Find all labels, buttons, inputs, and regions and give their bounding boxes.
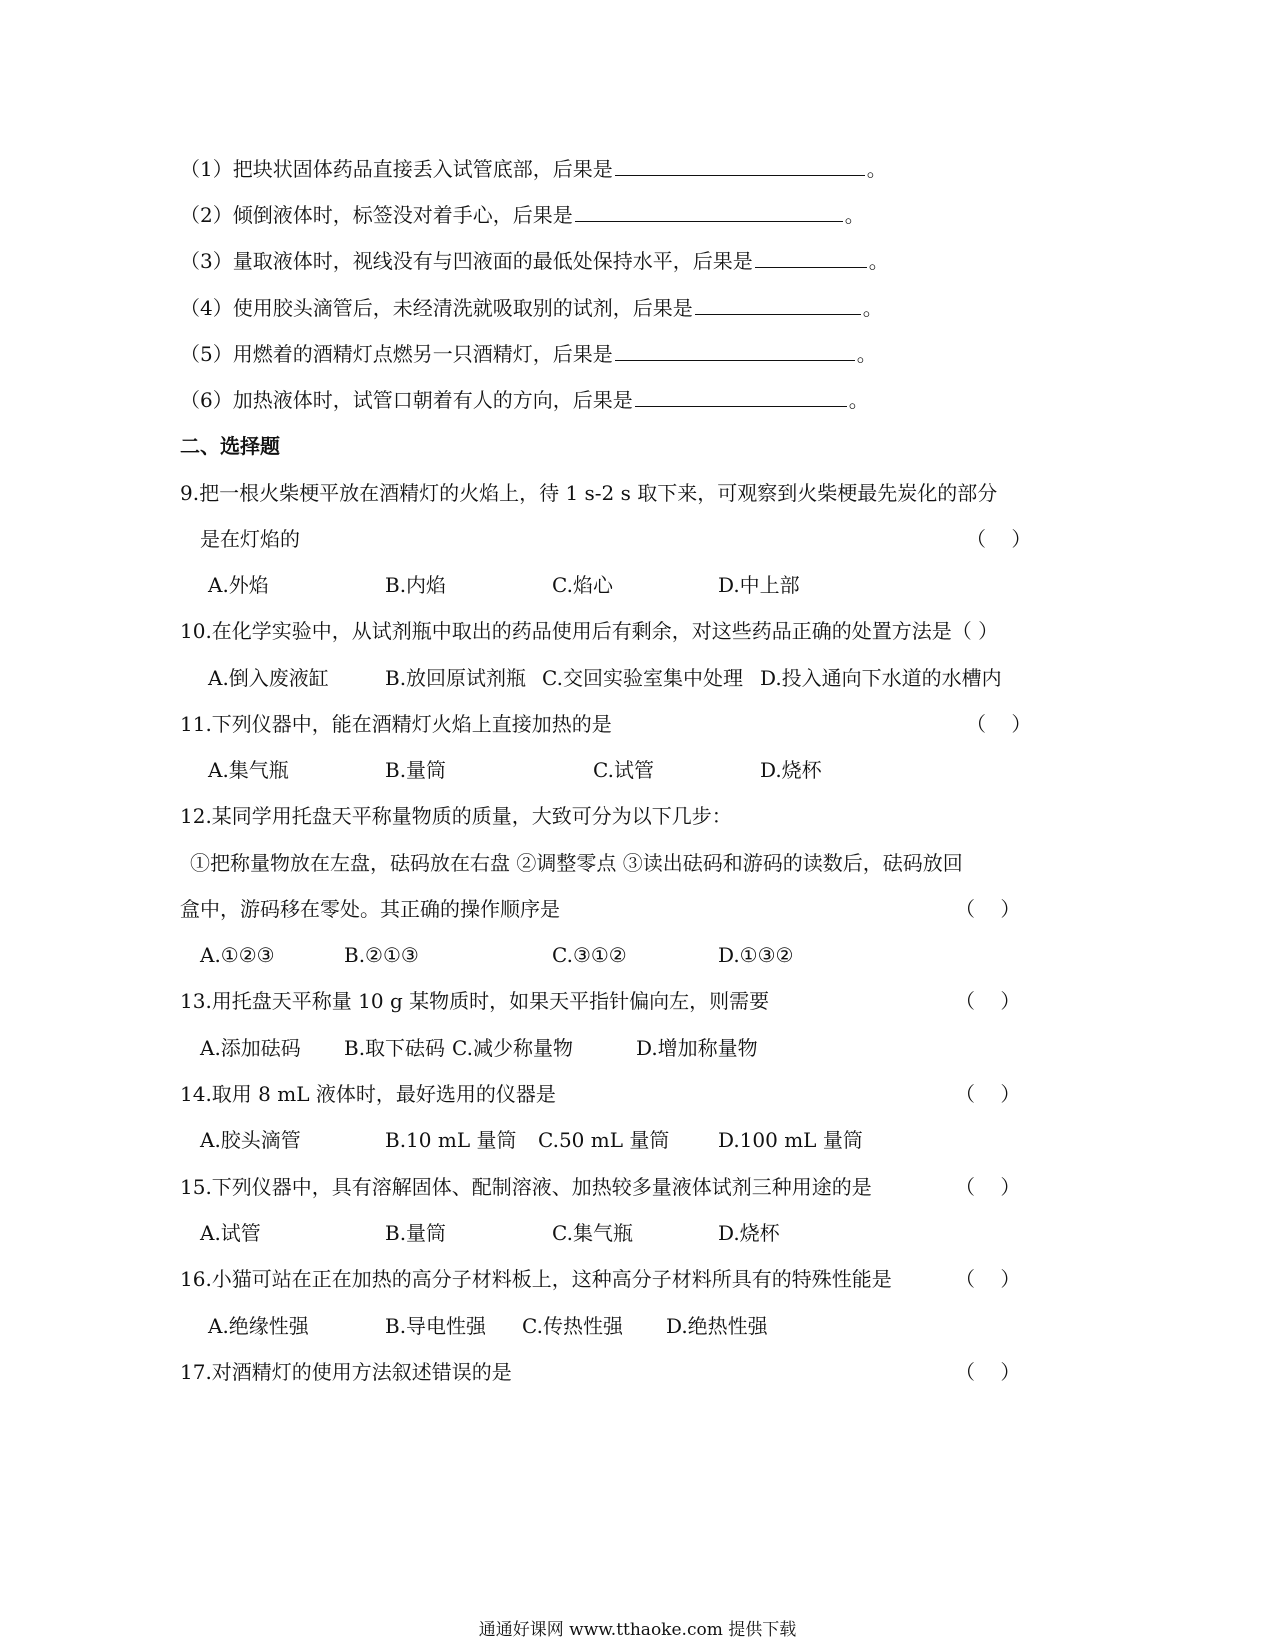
question-11-line-1: 11.下列仪器中，能在酒精灯火焰上直接加热的是 (180, 712, 612, 736)
option-d[interactable]: D.中上部 (718, 573, 800, 597)
option-c[interactable]: C.50 mL 量筒 (538, 1128, 670, 1152)
answer-blank[interactable] (635, 386, 847, 407)
answer-parentheses[interactable]: （ ） (966, 527, 1032, 551)
option-c[interactable]: C.传热性强 (522, 1314, 623, 1338)
fill-in-text: （5）用燃着的酒精灯点燃另一只酒精灯，后果是 (180, 342, 613, 366)
option-d[interactable]: D.绝热性强 (666, 1314, 768, 1338)
fill-in-item-2: （2）倾倒液体时，标签没对着手心，后果是 。 (180, 203, 865, 227)
fill-in-text: （1）把块状固体药品直接丢入试管底部，后果是 (180, 157, 613, 181)
fill-in-item-1: （1）把块状固体药品直接丢入试管底部，后果是 。 (180, 157, 887, 181)
fill-in-item-6: （6）加热液体时，试管口朝着有人的方向，后果是 。 (180, 388, 869, 412)
option-a[interactable]: A.①②③ (200, 943, 275, 967)
option-a[interactable]: A.倒入废液缸 (208, 666, 329, 690)
answer-parentheses[interactable]: （ ） (966, 712, 1032, 736)
option-b[interactable]: B.放回原试剂瓶 (385, 666, 527, 690)
fill-in-text: （3）量取液体时，视线没有与凹液面的最低处保持水平，后果是 (180, 249, 753, 273)
answer-blank[interactable] (615, 340, 855, 361)
option-d[interactable]: D.烧杯 (760, 758, 822, 782)
fill-in-item-5: （5）用燃着的酒精灯点燃另一只酒精灯，后果是 。 (180, 342, 877, 366)
option-d[interactable]: D.100 mL 量筒 (718, 1128, 863, 1152)
option-a[interactable]: A.外焰 (208, 573, 269, 597)
answer-parentheses[interactable]: （ ） (955, 1360, 1021, 1384)
option-a[interactable]: A.集气瓶 (208, 758, 289, 782)
option-c[interactable]: C.集气瓶 (552, 1221, 633, 1245)
option-b[interactable]: B.②①③ (344, 943, 419, 967)
option-d[interactable]: D.①③② (718, 943, 794, 967)
answer-blank[interactable] (575, 201, 843, 222)
question-17-line-1: 17.对酒精灯的使用方法叙述错误的是 (180, 1360, 512, 1384)
option-a[interactable]: A.试管 (200, 1221, 261, 1245)
question-10-line-1: 10.在化学实验中，从试剂瓶中取出的药品使用后有剩余，对这些药品正确的处置方法是（ ） (180, 619, 999, 643)
answer-parentheses[interactable]: （ ） (955, 989, 1021, 1013)
option-d[interactable]: D.投入通向下水道的水槽内 (760, 666, 1002, 690)
answer-parentheses[interactable]: （ ） (955, 1082, 1021, 1106)
question-12-line-3: 盒中，游码移在零处。其正确的操作顺序是 (180, 897, 560, 921)
question-13-line-1: 13.用托盘天平称量 10 g 某物质时，如果天平指针偏向左，则需要 (180, 989, 770, 1013)
option-c[interactable]: C.焰心 (552, 573, 613, 597)
option-b[interactable]: B.内焰 (385, 573, 447, 597)
fill-in-text: （4）使用胶头滴管后，未经清洗就吸取别的试剂，后果是 (180, 296, 693, 320)
option-b[interactable]: B.取下砝码 (344, 1036, 446, 1060)
option-d[interactable]: D.烧杯 (718, 1221, 780, 1245)
fill-in-item-3: （3）量取液体时，视线没有与凹液面的最低处保持水平，后果是 。 (180, 249, 889, 273)
option-c[interactable]: C.③①② (552, 943, 627, 967)
option-b[interactable]: B.10 mL 量筒 (385, 1128, 517, 1152)
option-d[interactable]: D.增加称量物 (636, 1036, 758, 1060)
option-a[interactable]: A.绝缘性强 (208, 1314, 309, 1338)
question-16-line-1: 16.小猫可站在正在加热的高分子材料板上，这种高分子材料所具有的特殊性能是 (180, 1267, 892, 1291)
answer-blank[interactable] (615, 155, 865, 176)
question-14-line-1: 14.取用 8 mL 液体时，最好选用的仪器是 (180, 1082, 556, 1106)
fill-in-item-4: （4）使用胶头滴管后，未经清洗就吸取别的试剂，后果是 。 (180, 296, 883, 320)
question-12-line-1: 12.某同学用托盘天平称量物质的质量，大致可分为以下几步： (180, 804, 732, 828)
fill-in-text: （2）倾倒液体时，标签没对着手心，后果是 (180, 203, 573, 227)
option-a[interactable]: A.胶头滴管 (200, 1128, 301, 1152)
answer-parentheses[interactable]: （ ） (955, 1267, 1021, 1291)
answer-blank[interactable] (695, 294, 861, 315)
option-b[interactable]: B.导电性强 (385, 1314, 487, 1338)
option-c[interactable]: C.减少称量物 (452, 1036, 573, 1060)
question-9-line-1: 9.把一根火柴梗平放在酒精灯的火焰上，待 1 s-2 s 取下来，可观察到火柴梗最先炭化的部分 (180, 481, 998, 505)
fill-in-text: （6）加热液体时，试管口朝着有人的方向，后果是 (180, 388, 633, 412)
option-a[interactable]: A.添加砝码 (200, 1036, 301, 1060)
question-15-line-1: 15.下列仪器中，具有溶解固体、配制溶液、加热较多量液体试剂三种用途的是 (180, 1175, 872, 1199)
question-12-line-2: ①把称量物放在左盘，砝码放在右盘 ②调整零点 ③读出砝码和游码的读数后，砝码放回 (190, 851, 963, 875)
page-footer: 通通好课网 www.tthaoke.com 提供下载 (478, 1620, 797, 1640)
answer-parentheses[interactable]: （ ） (955, 897, 1021, 921)
option-b[interactable]: B.量筒 (385, 758, 447, 782)
section-title: 二、选择题 (180, 434, 280, 458)
question-9-line-2: 是在灯焰的 (200, 527, 300, 551)
option-c[interactable]: C.交回实验室集中处理 (542, 666, 743, 690)
answer-blank[interactable] (755, 247, 867, 268)
option-c[interactable]: C.试管 (593, 758, 654, 782)
answer-parentheses[interactable]: （ ） (955, 1175, 1021, 1199)
option-b[interactable]: B.量筒 (385, 1221, 447, 1245)
